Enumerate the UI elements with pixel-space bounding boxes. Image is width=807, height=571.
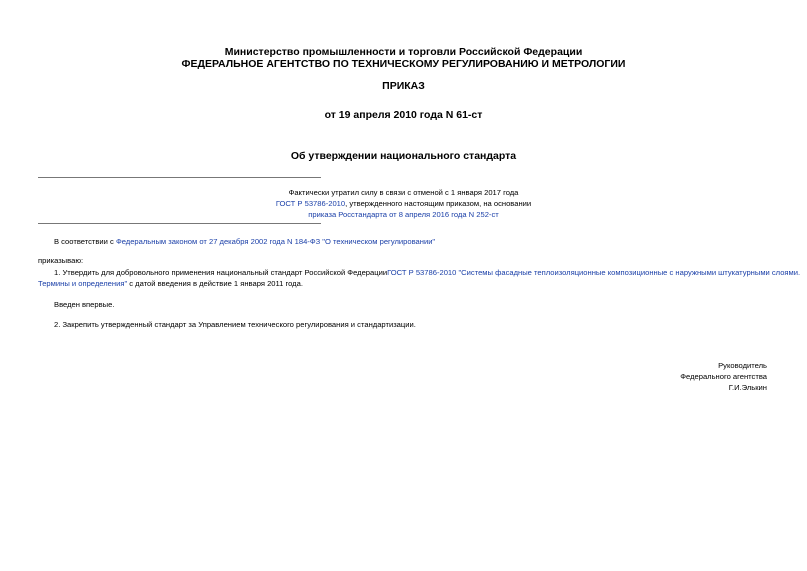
item1-line1 bbox=[54, 268, 800, 277]
divider-top bbox=[38, 177, 321, 178]
document-subject: Об утверждении национального стандарта bbox=[290, 150, 517, 162]
standard-link[interactable]: ГОСТ Р 53786-2010 "Системы фасадные теплоизоляционные композиционные с наружными штукатурными слоями. bbox=[387, 268, 801, 277]
divider-bottom bbox=[38, 223, 321, 224]
item1-suffix: с датой введения в действие 1 января 2011 года. bbox=[127, 279, 303, 288]
signature-name: Г.И.Элькин bbox=[728, 383, 767, 392]
introduced-note: Введен впервые. bbox=[54, 300, 115, 309]
ministry-title: Министерство промышленности и торговли Российской Федерации bbox=[224, 46, 583, 58]
order-word: приказываю: bbox=[38, 256, 84, 265]
standard-link-continued[interactable]: Термины и определения" bbox=[38, 279, 128, 288]
intro-paragraph bbox=[54, 237, 435, 246]
document-type: ПРИКАЗ bbox=[382, 80, 425, 92]
agency-title: ФЕДЕРАЛЬНОЕ АГЕНТСТВО ПО ТЕХНИЧЕСКОМУ РЕГУЛИРОВАНИЮ И МЕТРОЛОГИИ bbox=[181, 58, 626, 70]
signature-title: Руководитель bbox=[718, 361, 767, 370]
item2: 2. Закрепить утвержденный стандарт за Управлением технического регулирования и стандартизации. bbox=[54, 320, 416, 329]
intro-prefix: В соответствии с bbox=[54, 237, 116, 246]
gost-link[interactable]: ГОСТ Р 53786-2010 bbox=[275, 199, 346, 208]
item1-line2 bbox=[38, 279, 303, 288]
status-note-line2-rest: , утвержденного настоящим приказом, на основании bbox=[345, 199, 532, 208]
federal-law-link[interactable]: Федеральным законом от 27 декабря 2002 года N 184-ФЗ "О техническом регулировании" bbox=[115, 237, 436, 246]
signature-agency: Федерального агентства bbox=[680, 372, 767, 381]
rosstandart-order-link[interactable]: приказа Росстандарта от 8 апреля 2016 года N 252-ст bbox=[308, 210, 499, 219]
status-note-line3 bbox=[0, 210, 807, 219]
status-note-line1: Фактически утратил силу в связи с отменой с 1 января 2017 года bbox=[288, 188, 519, 197]
status-note-line2 bbox=[0, 199, 807, 208]
document-date-number: от 19 апреля 2010 года N 61-ст bbox=[324, 109, 483, 121]
item1-prefix: 1. Утвердить для добровольного применения национальный стандарт Российской Федерации bbox=[54, 268, 388, 277]
